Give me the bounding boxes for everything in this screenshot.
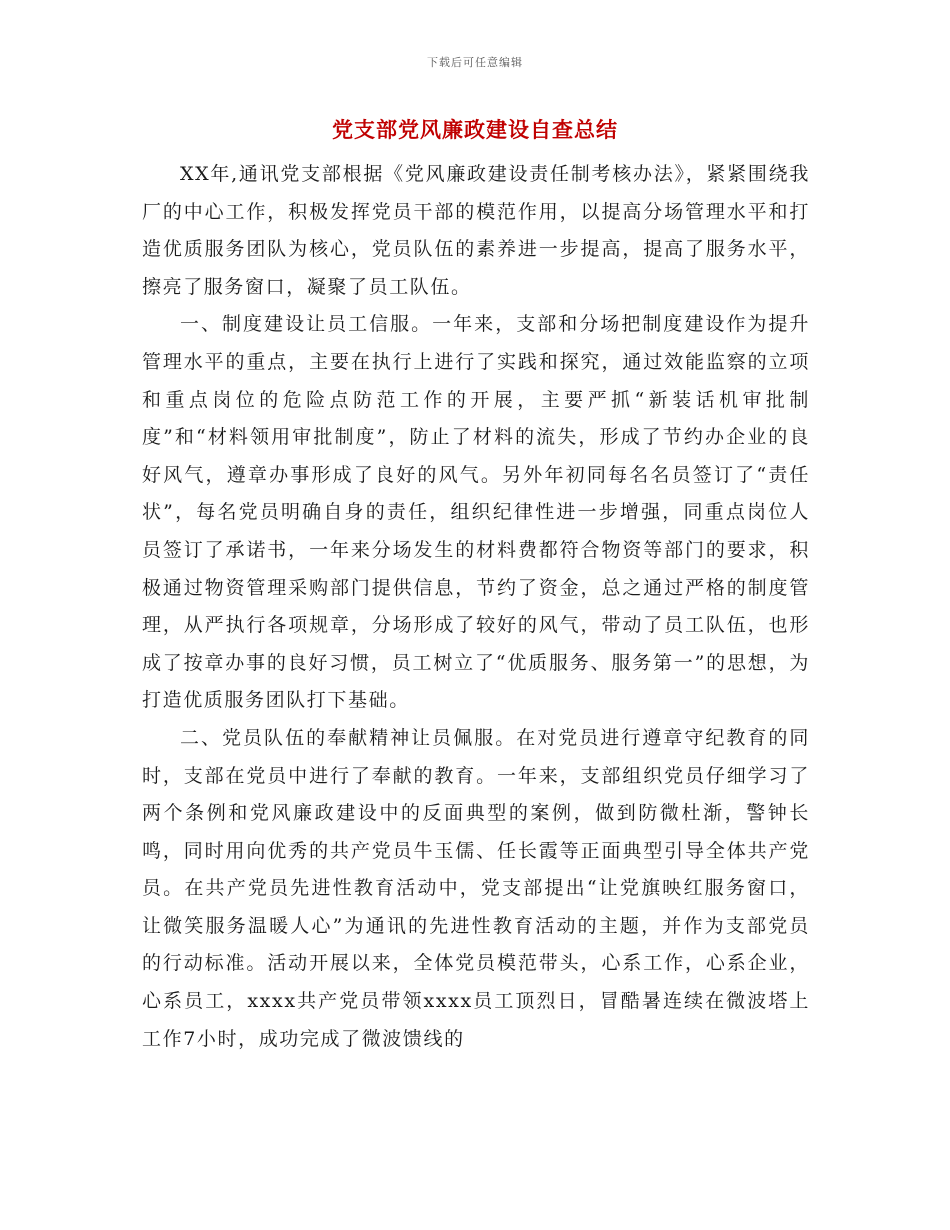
paragraph-section-one: 一、制度建设让员工信服。一年来，支部和分场把制度建设作为提升管理水平的重点，主要在执行上进行了实践和探究，通过效能监察的立项和重点岗位的危险点防范工作的开展，主要严抓“新装话机审批制度”和“材料领用审批制度”，防止了材料的流失，形成了节约办企业的良好风气，遵章办事形成了良好的风气。另外年初同每名名员签订了“责任状”，每名党员明确自身的责任，组织纪律性进一步增强，同重点岗位人员签订了承诺书，一年来分场发生的材料费都符合物资等部门的要求，积极通过物资管理采购部门提供信息，节约了资金，总之通过严格的制度管理，从严执行各项规章，分场形成了较好的风气，带动了员工队伍，也形成了按章办事的良好习惯，员工树立了“优质服务、服务第一”的思想，为打造优质服务团队打下基础。 — [142, 313, 810, 712]
header-note: 下载后可任意编辑 — [427, 56, 523, 69]
paragraph-section-two: 二、党员队伍的奉献精神让员佩服。在对党员进行遵章守纪教育的同时，支部在党员中进行了奉献的教育。一年来，支部组织党员仔细学习了两个条例和党风廉政建设中的反面典型的案例，做到防微杜渐，警钟长鸣，同时用向优秀的共产党员牛玉儒、任长霞等正面典型引导全体共产党员。在共产党员先进性教育活动中，党支部提出“让党旗映红服务窗口，让微笑服务温暖人心”为通讯的先进性教育活动的主题，并作为支部党员的行动标准。活动开展以来，全体党员模范带头，心系工作，心系企业，心系员工，xxxx共产党员带领xxxx员工顶烈日，冒酷暑连续在微波塔上工作7小时，成功完成了微波馈线的 — [142, 726, 810, 1050]
document-body — [142, 156, 810, 1058]
document-title: 党支部党风廉政建设自查总结 — [332, 117, 618, 142]
paragraph-intro: XX年,通讯党支部根据《党风廉政建设责任制考核办法》，紧紧围绕我厂的中心工作，积极发挥党员干部的模范作用，以提高分场管理水平和打造优质服务团队为核心，党员队伍的素养进一步提高，提高了服务水平，擦亮了服务窗口，凝聚了员工队伍。 — [142, 163, 810, 298]
